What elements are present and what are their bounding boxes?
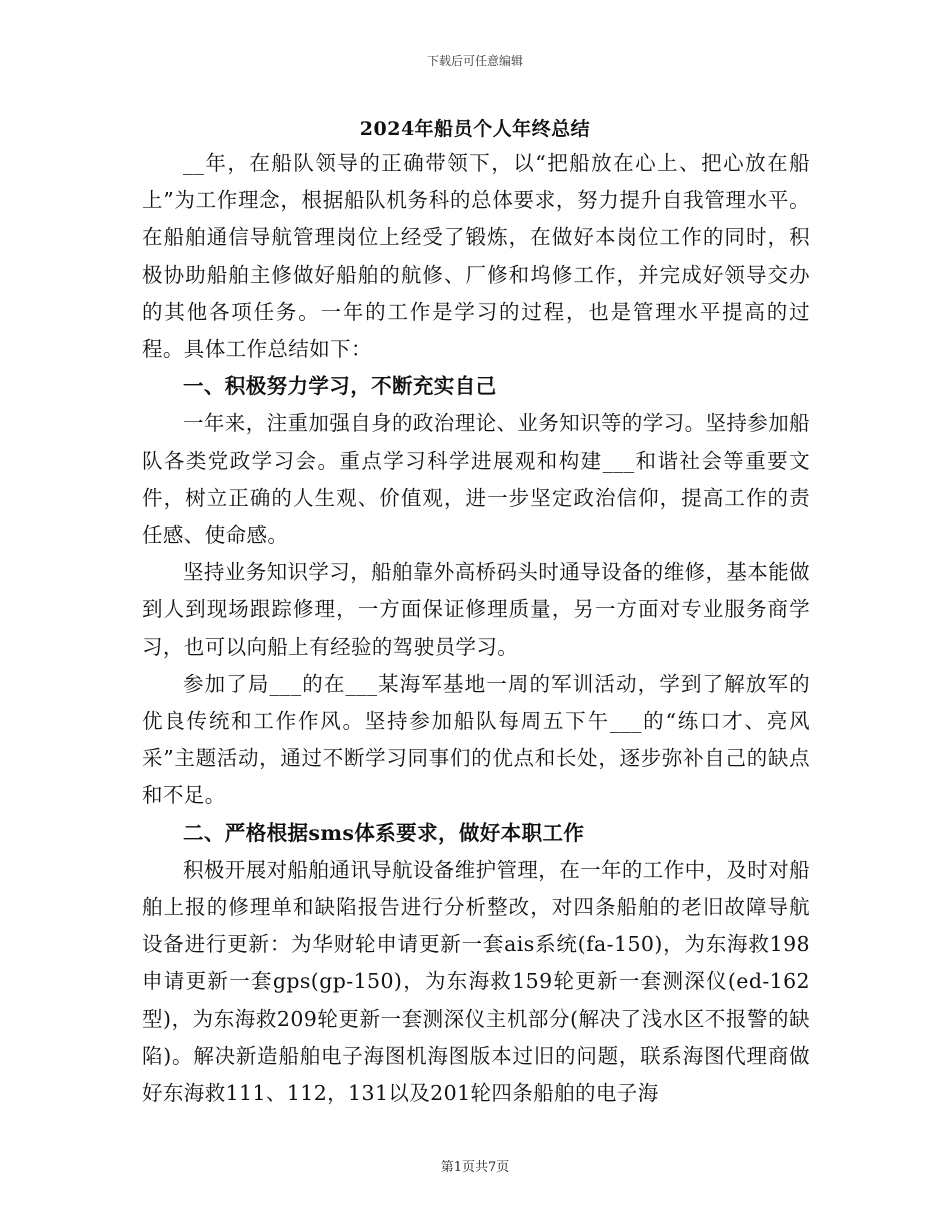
page-number-footer: 第1页共7页	[440, 1160, 510, 1175]
document-title: 2024年船员个人年终总结	[359, 118, 591, 140]
section-1-paragraph-3: 参加了局___的在___某海军基地一周的军训活动，学到了解放军的优良传统和工作作风。坚持参加船队每周五下午___的“练口才、亮风采”主题活动，通过不断学习同事们的优点和长处，逐步弥补自己的缺点和不足。	[142, 671, 810, 808]
section-1-heading: 一、积极努力学习，不断充实自己	[183, 374, 497, 399]
section-2-paragraph-1: 积极开展对船舶通讯导航设备维护管理，在一年的工作中，及时对船舶上报的修理单和缺陷报告进行分析整改，对四条船舶的老旧故障导航设备进行更新：为华财轮申请更新一套ais系统(fa-150)，为东海救198申请更新一套gps(gp-150)，为东海救159轮更新一套测深仪(ed-162型)，为东海救209轮更新一套测深仪主机部分(解决了浅水区不报警的缺陷)。解决新造船舶电子海图机海图版本过旧的问题，联系海图代理商做好东海救111、112，131以及201轮四条船舶的电子海	[142, 857, 810, 1106]
document-body	[142, 145, 810, 1112]
section-2-heading: 二、严格根据sms体系要求，做好本职工作	[183, 820, 585, 845]
page-header-note: 下载后可任意编辑	[426, 54, 523, 68]
section-1-paragraph-2: 坚持业务知识学习，船舶靠外高桥码头时通导设备的维修，基本能做到人到现场跟踪修理，一方面保证修理质量，另一方面对专业服务商学习，也可以向船上有经验的驾驶员学习。	[142, 560, 810, 659]
section-1-paragraph-1: 一年来，注重加强自身的政治理论、业务知识等的学习。坚持参加船队各类党政学习会。重点学习科学进展观和构建___和谐社会等重要文件，树立正确的人生观、价值观，进一步坚定政治信仰，提高工作的责任感、使命感。	[142, 411, 810, 548]
intro-paragraph: __年，在船队领导的正确带领下，以“把船放在心上、把心放在船上”为工作理念，根据船队机务科的总体要求，努力提升自我管理水平。在船舶通信导航管理岗位上经受了锻炼，在做好本岗位工作的同时，积极协助船舶主修做好船舶的航修、厂修和坞修工作，并完成好领导交办的其他各项任务。一年的工作是学习的过程，也是管理水平提高的过程。具体工作总结如下：	[142, 151, 810, 362]
